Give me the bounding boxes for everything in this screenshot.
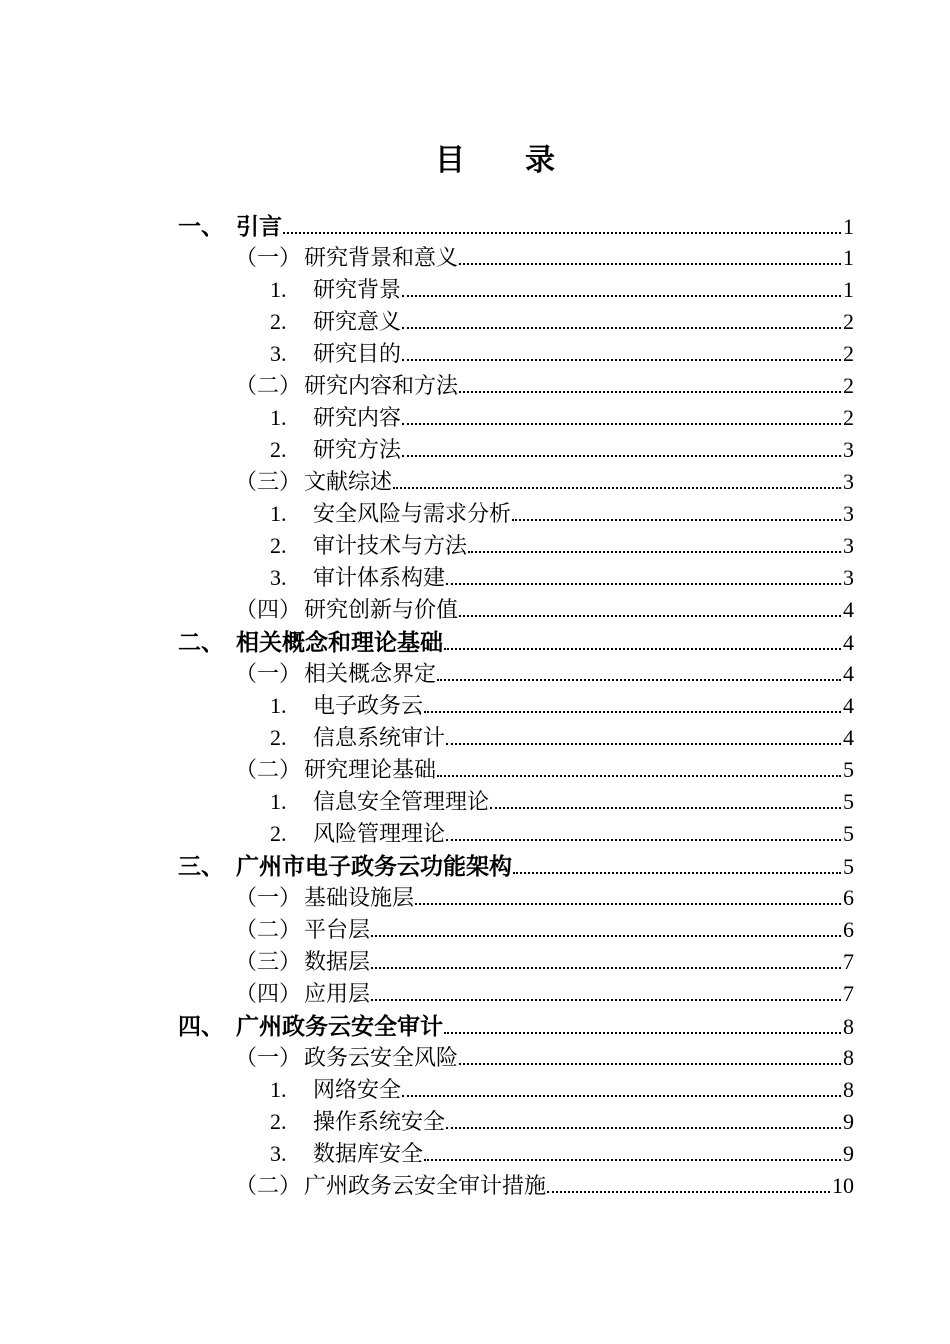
toc-entry-page: 6 — [843, 917, 854, 942]
dot-leader — [459, 615, 841, 617]
dot-leader — [402, 359, 841, 361]
toc-entry-page: 4 — [843, 693, 854, 718]
toc-entry[interactable] — [270, 690, 854, 722]
toc-entry-page: 3 — [843, 469, 854, 494]
toc-entry[interactable] — [178, 1010, 854, 1042]
dot-leader — [415, 903, 841, 905]
dot-leader — [437, 679, 841, 681]
toc-entry-label: 文献综述 — [304, 469, 393, 494]
toc-entry-label: 审计体系构建 — [313, 565, 446, 590]
toc-entry-page: 4 — [843, 661, 854, 686]
toc-entry-page: 2 — [843, 373, 854, 398]
toc-entry-label: 研究内容 — [313, 405, 402, 430]
toc-entry-number: 2. — [270, 821, 287, 846]
dot-leader — [283, 232, 841, 234]
toc-entry-label: 安全风险与需求分析 — [313, 501, 512, 526]
toc-entry[interactable] — [270, 434, 854, 466]
toc-entry[interactable] — [270, 338, 854, 370]
toc-entry-page: 4 — [843, 725, 854, 750]
dot-leader — [446, 839, 841, 841]
toc-entry-page: 5 — [843, 821, 854, 846]
toc-entry[interactable] — [178, 626, 854, 658]
toc-entry[interactable] — [235, 914, 854, 946]
toc-entry[interactable] — [235, 1042, 854, 1074]
dot-leader — [490, 807, 841, 809]
toc-entry-label: 数据库安全 — [313, 1141, 424, 1166]
toc-entry-page: 9 — [843, 1109, 854, 1134]
dot-leader — [402, 1095, 841, 1097]
toc-entry-page: 9 — [843, 1141, 854, 1166]
toc-entry-page: 4 — [843, 630, 854, 655]
toc-entry-page: 1 — [843, 214, 854, 239]
toc-entry-label: 平台层 — [304, 917, 371, 942]
toc-entry-page: 7 — [843, 981, 854, 1006]
toc-entry[interactable] — [178, 850, 854, 882]
dot-leader — [468, 551, 841, 553]
dot-leader — [371, 935, 841, 937]
dot-leader — [437, 775, 841, 777]
toc-entry[interactable] — [270, 274, 854, 306]
toc-entry-page: 10 — [832, 1173, 854, 1198]
toc-entry-label: 研究目的 — [313, 341, 402, 366]
dot-leader — [402, 295, 841, 297]
toc-entry-label: 操作系统安全 — [313, 1109, 446, 1134]
toc-entry[interactable] — [178, 210, 854, 242]
toc-entry-page: 5 — [843, 757, 854, 782]
toc-entry[interactable] — [270, 1138, 854, 1170]
toc-entry-page: 3 — [843, 533, 854, 558]
toc-entry[interactable] — [270, 530, 854, 562]
toc-entry-label: 政务云安全风险 — [304, 1045, 459, 1070]
toc-entry-label: 研究背景 — [313, 277, 402, 302]
dot-leader — [424, 1159, 841, 1161]
toc-entry[interactable] — [235, 1170, 854, 1202]
toc-list — [136, 210, 854, 1202]
toc-entry-label: 广州市电子政务云功能架构 — [236, 853, 512, 879]
toc-entry-number: 一、 — [178, 213, 224, 239]
toc-entry-label: 应用层 — [304, 981, 371, 1006]
toc-entry-number: 2. — [270, 309, 287, 334]
toc-entry-number: （四） — [235, 597, 302, 622]
toc-entry-number: （一） — [235, 1045, 302, 1070]
toc-entry-number: 二、 — [178, 629, 224, 655]
toc-entry-label: 审计技术与方法 — [313, 533, 468, 558]
dot-leader — [446, 743, 841, 745]
dot-leader — [402, 455, 841, 457]
toc-entry[interactable] — [235, 370, 854, 402]
toc-entry-page: 1 — [843, 277, 854, 302]
toc-entry-page: 2 — [843, 341, 854, 366]
toc-entry-number: （一） — [235, 245, 302, 270]
toc-entry-number: （二） — [235, 373, 302, 398]
dot-leader — [459, 263, 841, 265]
toc-entry-page: 7 — [843, 949, 854, 974]
toc-entry-page: 5 — [843, 854, 854, 879]
toc-entry[interactable] — [235, 658, 854, 690]
toc-entry-page: 2 — [843, 309, 854, 334]
toc-entry-number: 2. — [270, 437, 287, 462]
toc-entry-number: （一） — [235, 885, 302, 910]
toc-entry-label: 网络安全 — [313, 1077, 402, 1102]
toc-entry-label: 研究内容和方法 — [304, 373, 459, 398]
toc-entry-number: 1. — [270, 405, 287, 430]
toc-entry[interactable] — [270, 402, 854, 434]
dot-leader — [459, 391, 841, 393]
dot-leader — [424, 711, 841, 713]
toc-entry-number: 1. — [270, 1077, 287, 1102]
toc-entry-page: 3 — [843, 565, 854, 590]
toc-entry-number: （二） — [235, 757, 302, 782]
dot-leader — [446, 1127, 841, 1129]
toc-entry-number: （三） — [235, 469, 302, 494]
toc-entry-number: （四） — [235, 981, 302, 1006]
toc-entry[interactable] — [235, 978, 854, 1010]
toc-entry-page: 8 — [843, 1077, 854, 1102]
toc-entry-number: 3. — [270, 565, 287, 590]
dot-leader — [512, 519, 841, 521]
dot-leader — [444, 1032, 841, 1034]
toc-entry-number: 2. — [270, 533, 287, 558]
toc-entry-number: （二） — [235, 1173, 302, 1198]
toc-entry-number: 2. — [270, 1109, 287, 1134]
toc-entry[interactable] — [270, 818, 854, 850]
toc-entry[interactable] — [270, 498, 854, 530]
toc-entry[interactable] — [235, 594, 854, 626]
toc-entry-label: 风险管理理论 — [313, 821, 446, 846]
toc-entry-label: 信息系统审计 — [313, 725, 446, 750]
toc-entry-page: 4 — [843, 597, 854, 622]
toc-entry[interactable] — [235, 242, 854, 274]
toc-entry-label: 研究意义 — [313, 309, 402, 334]
toc-entry-page: 8 — [843, 1045, 854, 1070]
dot-leader — [459, 1063, 841, 1065]
toc-entry-number: （一） — [235, 661, 302, 686]
dot-leader — [402, 327, 841, 329]
toc-entry[interactable] — [270, 1074, 854, 1106]
toc-entry[interactable] — [235, 882, 854, 914]
toc-entry-label: 数据层 — [304, 949, 371, 974]
toc-entry[interactable] — [235, 754, 854, 786]
toc-entry-number: 1. — [270, 277, 287, 302]
toc-entry-label: 广州政务云安全审计 — [236, 1013, 443, 1039]
toc-entry-number: 2. — [270, 725, 287, 750]
toc-entry-label: 广州政务云安全审计措施 — [304, 1173, 547, 1198]
toc-entry[interactable] — [270, 562, 854, 594]
toc-entry-label: 信息安全管理理论 — [313, 789, 490, 814]
toc-entry-number: 3. — [270, 1141, 287, 1166]
toc-entry-label: 研究背景和意义 — [304, 245, 459, 270]
toc-entry-number: 三、 — [178, 853, 224, 879]
dot-leader — [371, 999, 841, 1001]
toc-entry-label: 相关概念和理论基础 — [236, 629, 443, 655]
toc-entry-page: 2 — [843, 405, 854, 430]
toc-entry-label: 电子政务云 — [313, 693, 424, 718]
toc-entry-label: 研究创新与价值 — [304, 597, 459, 622]
dot-leader — [547, 1191, 830, 1193]
dot-leader — [513, 872, 841, 874]
toc-entry-page: 6 — [843, 885, 854, 910]
toc-entry[interactable] — [235, 946, 854, 978]
toc-entry-number: （二） — [235, 917, 302, 942]
toc-entry[interactable] — [270, 722, 854, 754]
toc-entry[interactable] — [270, 1106, 854, 1138]
toc-entry-number: 1. — [270, 501, 287, 526]
dot-leader — [393, 487, 841, 489]
toc-entry-page: 1 — [843, 245, 854, 270]
toc-entry-page: 3 — [843, 437, 854, 462]
toc-entry-label: 基础设施层 — [304, 885, 415, 910]
dot-leader — [444, 648, 841, 650]
toc-entry[interactable] — [235, 466, 854, 498]
page-title: 目 录 — [435, 144, 555, 177]
toc-entry-number: 四、 — [178, 1013, 224, 1039]
toc-entry[interactable] — [270, 306, 854, 338]
toc-entry-page: 3 — [843, 501, 854, 526]
dot-leader — [402, 423, 841, 425]
toc-entry-number: （三） — [235, 949, 302, 974]
toc-entry-label: 相关概念界定 — [304, 661, 437, 686]
dot-leader — [371, 967, 841, 969]
toc-entry-page: 8 — [843, 1014, 854, 1039]
toc-entry-label: 研究方法 — [313, 437, 402, 462]
toc-entry[interactable] — [270, 786, 854, 818]
dot-leader — [446, 583, 841, 585]
toc-entry-number: 1. — [270, 693, 287, 718]
toc-entry-label: 引言 — [236, 213, 282, 239]
toc-entry-label: 研究理论基础 — [304, 757, 437, 782]
toc-entry-number: 1. — [270, 789, 287, 814]
toc-entry-number: 3. — [270, 341, 287, 366]
toc-entry-page: 5 — [843, 789, 854, 814]
